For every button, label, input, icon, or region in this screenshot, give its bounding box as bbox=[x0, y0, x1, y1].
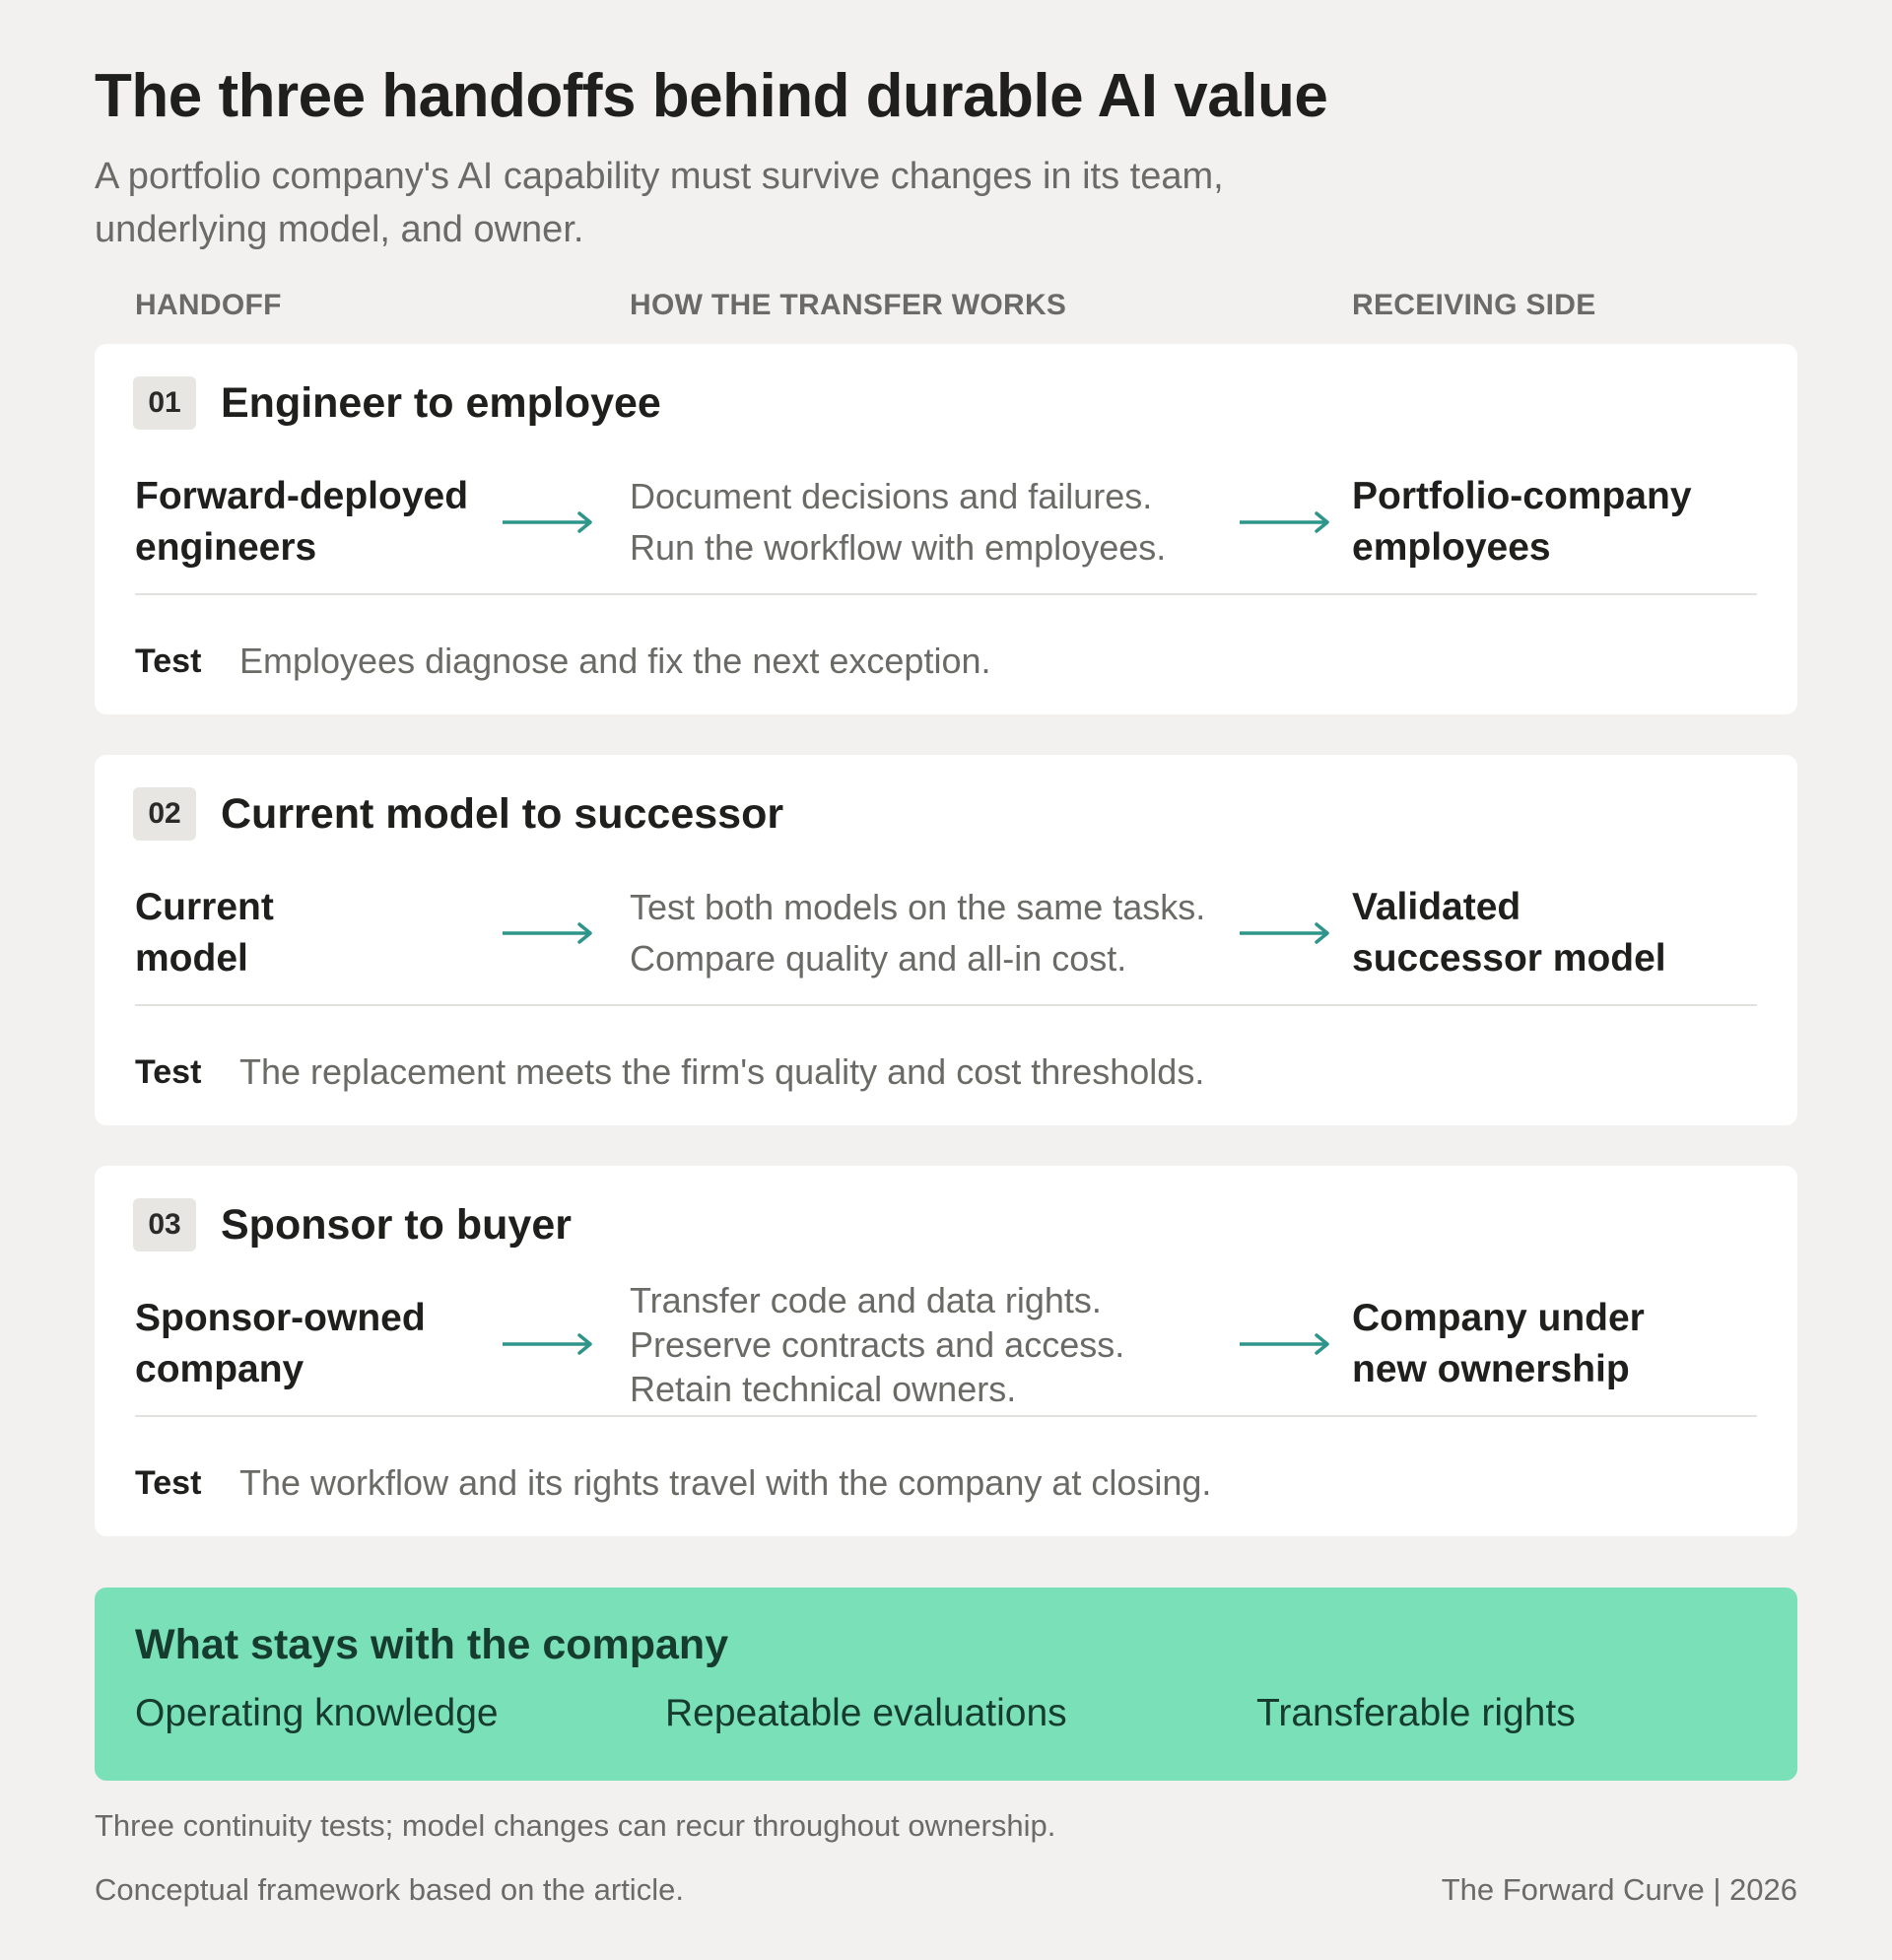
what-stays-panel bbox=[95, 1588, 1797, 1781]
divider bbox=[135, 1415, 1757, 1417]
transfer-method bbox=[630, 452, 1319, 592]
method-line: Retain technical owners. bbox=[630, 1368, 1017, 1409]
column-header-handoff: HANDOFF bbox=[135, 289, 282, 321]
method-line: Preserve contracts and access. bbox=[630, 1323, 1125, 1365]
step-number-badge: 02 bbox=[133, 787, 196, 841]
divider bbox=[135, 593, 1757, 595]
method-line: Document decisions and failures. bbox=[630, 476, 1153, 516]
transfer-method bbox=[630, 1274, 1319, 1414]
handoff-source bbox=[135, 863, 529, 1003]
right-arrow-icon bbox=[1238, 1325, 1332, 1363]
receiver-line: employees bbox=[1352, 526, 1551, 569]
handoff-title: Engineer to employee bbox=[221, 379, 661, 427]
column-header-receiving: RECEIVING SIDE bbox=[1352, 289, 1596, 321]
stays-item: Transferable rights bbox=[1256, 1692, 1576, 1734]
receiver-line: Portfolio-company bbox=[1352, 475, 1692, 517]
step-number-badge: 03 bbox=[133, 1198, 196, 1251]
stays-item: Repeatable evaluations bbox=[665, 1692, 1067, 1734]
receiver-line: Validated bbox=[1352, 886, 1521, 928]
source-line: company bbox=[135, 1348, 304, 1390]
page-subtitle: A portfolio company's AI capability must survive changes in its team, underlying model, and owner. bbox=[95, 156, 1224, 250]
handoff-flow bbox=[95, 452, 1797, 592]
handoff-title: Sponsor to buyer bbox=[221, 1201, 572, 1249]
what-stays-title: What stays with the company bbox=[135, 1621, 729, 1668]
source-note: Conceptual framework based on the article. bbox=[95, 1872, 684, 1907]
handoff-receiver bbox=[1352, 1274, 1746, 1414]
handoff-source bbox=[135, 452, 529, 592]
method-line: Run the workflow with employees. bbox=[630, 527, 1167, 568]
receiver-line: successor model bbox=[1352, 937, 1666, 980]
handoff-card bbox=[95, 755, 1797, 1125]
handoff-card bbox=[95, 344, 1797, 714]
transfer-method bbox=[630, 863, 1319, 1003]
source-line: Sponsor-owned bbox=[135, 1297, 426, 1339]
step-number-badge: 01 bbox=[133, 376, 196, 430]
page-title: The three handoffs behind durable AI value bbox=[95, 62, 1328, 130]
right-arrow-icon bbox=[501, 914, 595, 952]
receiver-line: Company under bbox=[1352, 1297, 1645, 1339]
method-line: Transfer code and data rights. bbox=[630, 1279, 1102, 1320]
method-line: Compare quality and all-in cost. bbox=[630, 938, 1127, 979]
right-arrow-icon bbox=[501, 1325, 595, 1363]
handoff-flow bbox=[95, 863, 1797, 1003]
test-criterion: The workflow and its rights travel with the company at closing. bbox=[239, 1462, 1212, 1503]
right-arrow-icon bbox=[501, 504, 595, 541]
right-arrow-icon bbox=[1238, 504, 1332, 541]
method-line: Test both models on the same tasks. bbox=[630, 887, 1206, 927]
handoff-title: Current model to successor bbox=[221, 790, 784, 838]
handoff-receiver bbox=[1352, 452, 1746, 592]
handoff-receiver bbox=[1352, 863, 1746, 1003]
receiver-line: new ownership bbox=[1352, 1348, 1630, 1390]
handoff-source bbox=[135, 1274, 529, 1414]
source-line: model bbox=[135, 937, 248, 980]
footnote: Three continuity tests; model changes can recur throughout ownership. bbox=[95, 1808, 1056, 1843]
source-line: engineers bbox=[135, 526, 317, 569]
handoff-card bbox=[95, 1166, 1797, 1536]
credit-line: The Forward Curve | 2026 bbox=[1441, 1872, 1797, 1907]
test-criterion: Employees diagnose and fix the next exception. bbox=[239, 641, 991, 681]
right-arrow-icon bbox=[1238, 914, 1332, 952]
test-label: Test bbox=[135, 642, 202, 680]
test-label: Test bbox=[135, 1464, 202, 1502]
source-line: Current bbox=[135, 886, 274, 928]
stays-item: Operating knowledge bbox=[135, 1692, 499, 1734]
handoff-flow bbox=[95, 1274, 1797, 1414]
source-line: Forward-deployed bbox=[135, 475, 469, 517]
divider bbox=[135, 1004, 1757, 1006]
test-label: Test bbox=[135, 1053, 202, 1091]
test-criterion: The replacement meets the firm's quality and cost thresholds. bbox=[239, 1051, 1205, 1092]
column-header-how: HOW THE TRANSFER WORKS bbox=[630, 289, 1067, 321]
